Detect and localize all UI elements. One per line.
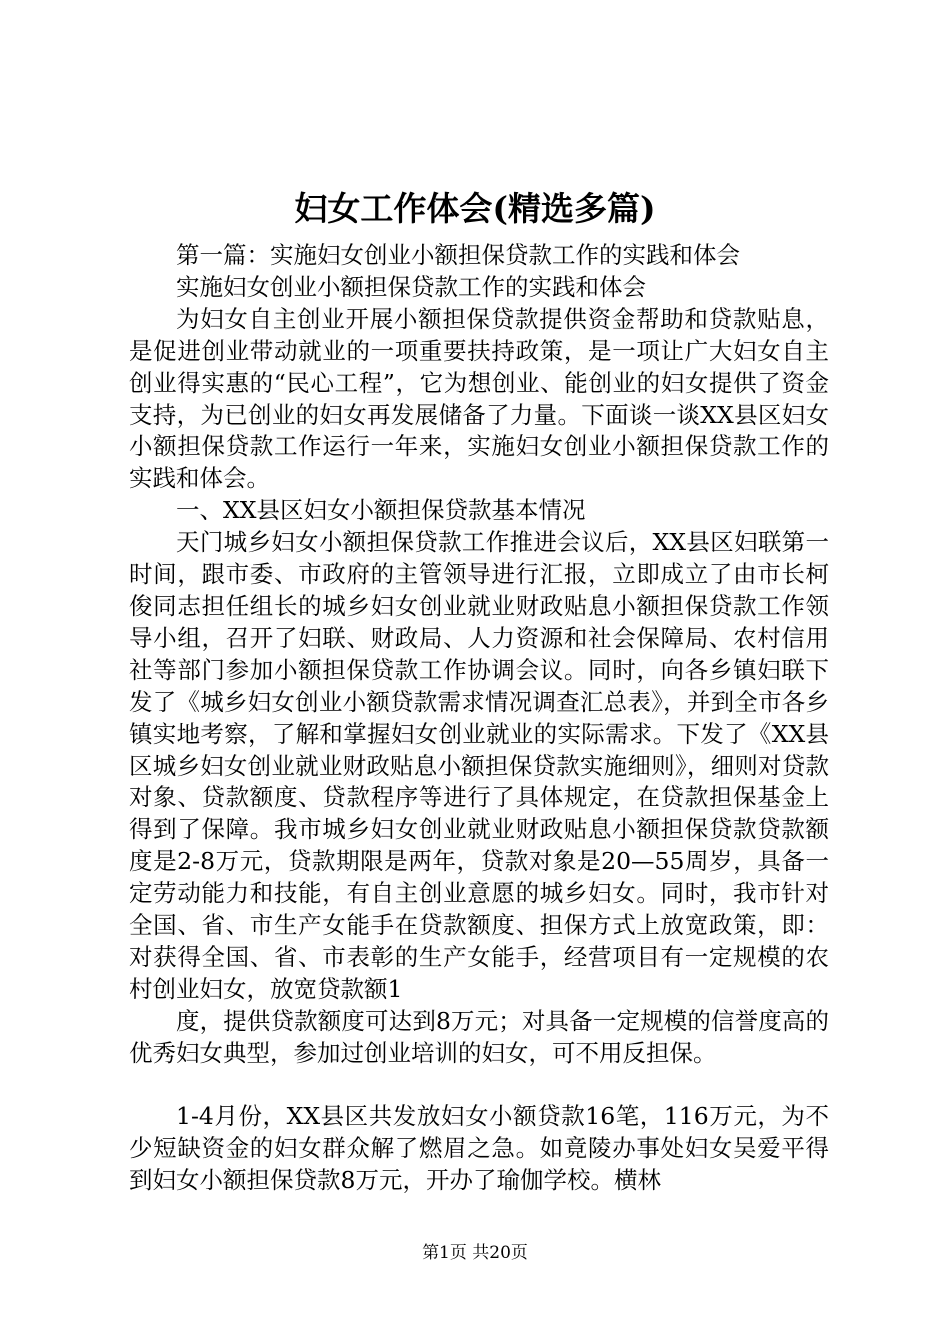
body-paragraph: 1-4月份，XX县区共发放妇女小额贷款16笔，116万元，为不少短缺资金的妇女群众解了燃眉之急。如竟陵办事处妇女吴爱平得到妇女小额担保贷款8万元，开办了瑜伽学校。横林 (129, 1102, 829, 1195)
subsection-heading: 一、XX县区妇女小额担保贷款基本情况 (176, 496, 586, 525)
body-paragraph: 天门城乡妇女小额担保贷款工作推进会议后，XX县区妇联第一时间，跟市委、市政府的主管领导进行汇报，立即成立了由市长柯俊同志担任组长的城乡妇女创业就业财政贴息小额担保贷款工作领导小组，召开了妇联、财政局、人力资源和社会保障局、农村信用社等部门参加小额担保贷款工作协调会议。同时，向各乡镇妇联下发了《城乡妇女创业小额贷款需求情况调查汇总表》，并到全市各乡镇实地考察，了解和掌握妇女创业就业的实际需求。下发了《XX县区城乡妇女创业就业财政贴息小额担保贷款实施细则》，细则对贷款对象、贷款额度、贷款程序等进行了具体规定，在贷款担保基金上得到了保障。我市城乡妇女创业就业财政贴息小额担保贷款贷款额度是2-8万元，贷款期限是两年，贷款对象是20—55周岁，具备一定劳动能力和技能，有自主创业意愿的城乡妇女。同时，我市针对全国、省、市生产女能手在贷款额度、担保方式上放宽政策，即：对获得全国、省、市表彰的生产女能手，经营项目有一定规模的农村创业妇女，放宽贷款额1 (129, 528, 829, 1003)
page-number: 第1页 共20页 (422, 1243, 528, 1263)
body-paragraph: 为妇女自主创业开展小额担保贷款提供资金帮助和贷款贴息，是促进创业带动就业的一项重要扶持政策，是一项让广大妇女自主创业得实惠的“民心工程”，它为想创业、能创业的妇女提供了资金支持，为已创业的妇女再发展储备了力量。下面谈一谈XX县区妇女小额担保贷款工作运行一年来，实施妇女创业小额担保贷款工作的实践和体会。 (129, 304, 829, 493)
document-title: 妇女工作体会(精选多篇) (294, 189, 656, 228)
document-body (129, 240, 829, 1197)
body-paragraph: 度，提供贷款额度可达到8万元；对具备一定规模的信誉度高的优秀妇女典型，参加过创业培训的妇女，可不用反担保。 (129, 1006, 829, 1067)
article-subtitle: 实施妇女创业小额担保贷款工作的实践和体会 (176, 272, 646, 301)
section-heading: 第一篇：实施妇女创业小额担保贷款工作的实践和体会 (176, 241, 740, 269)
